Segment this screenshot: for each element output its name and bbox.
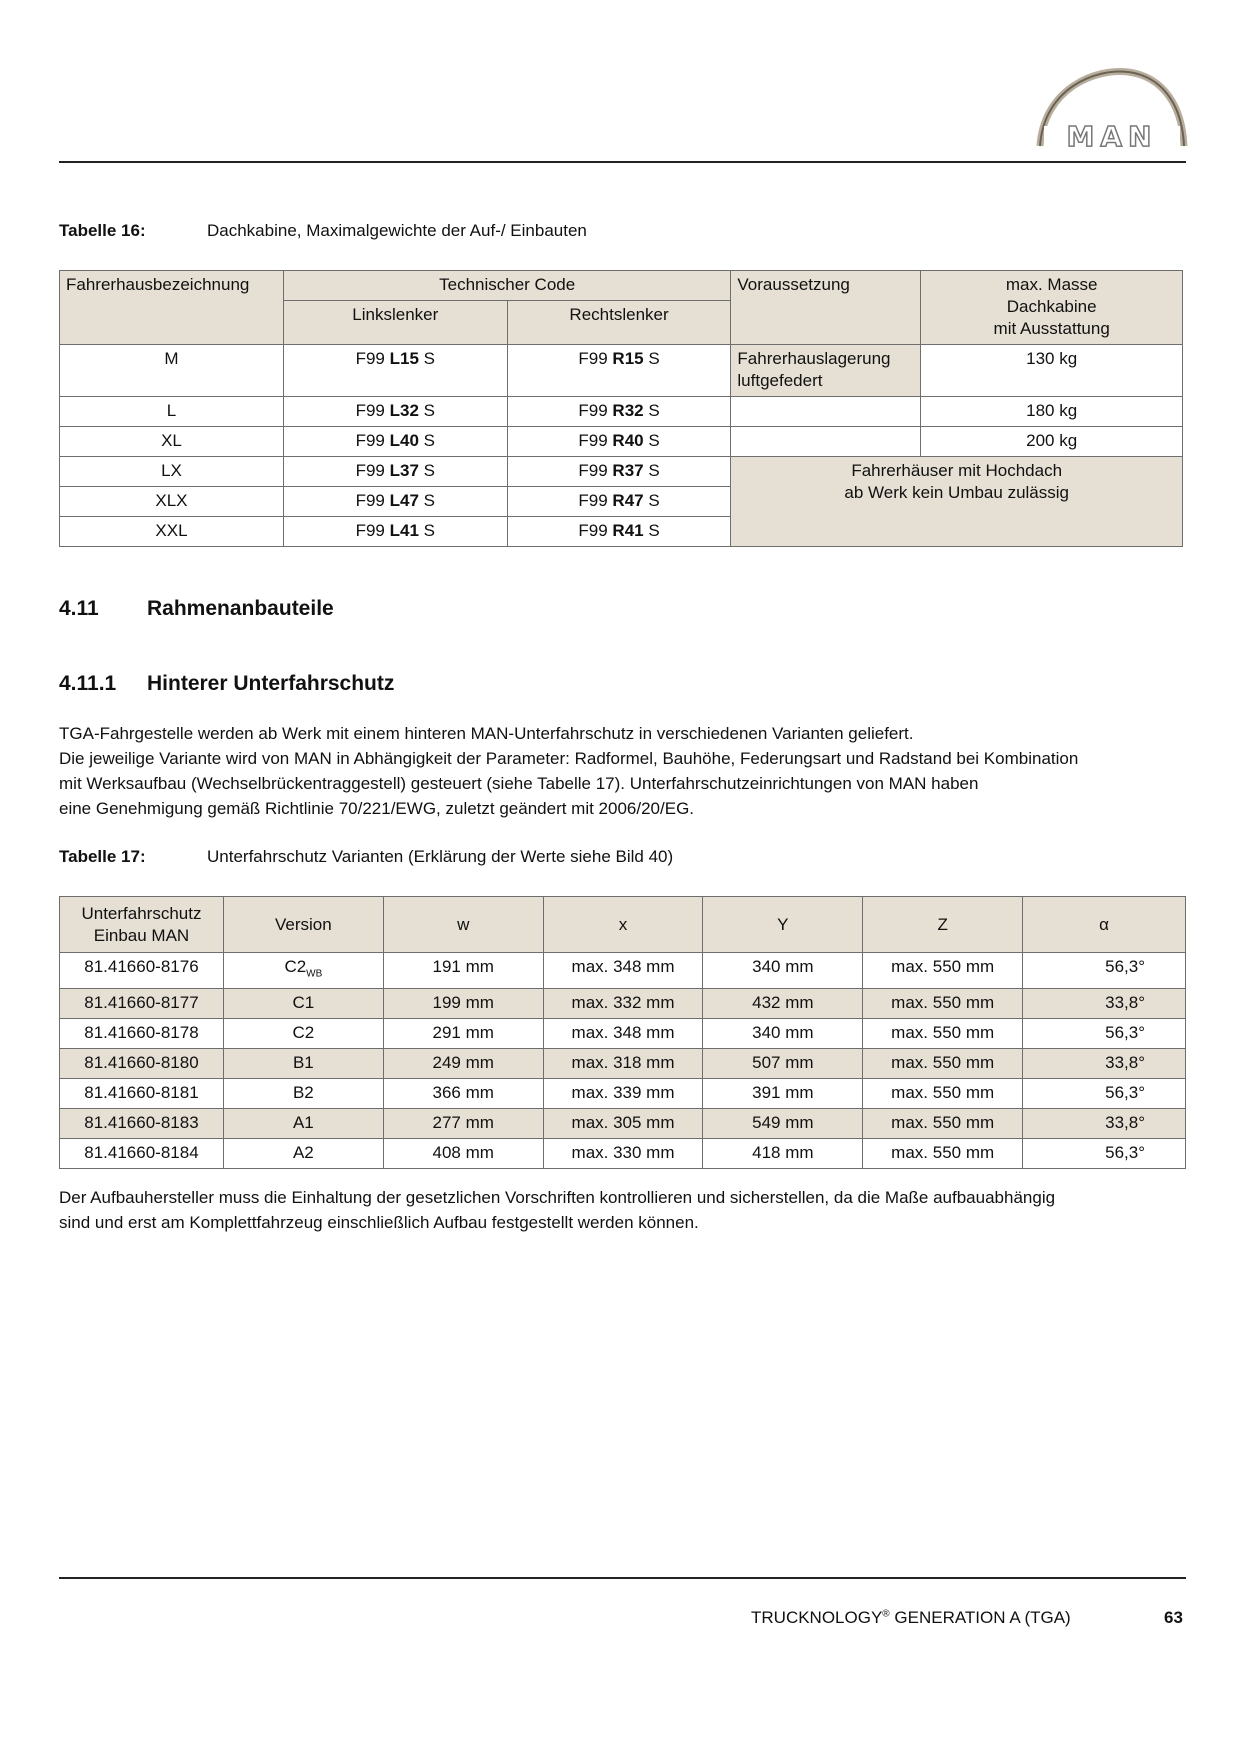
table-row [60, 1079, 1186, 1109]
table17 [59, 896, 1186, 1169]
table17-w: 408 mm [383, 1139, 543, 1169]
table16-header-cab: Fahrerhausbezeichnung [60, 271, 284, 345]
table17-y: 391 mm [703, 1079, 863, 1109]
table-row [60, 397, 1183, 427]
table16-left-code: F99 L37 S [283, 457, 507, 487]
table17-part: 81.41660-8178 [60, 1019, 224, 1049]
table16-mass: 200 kg [921, 427, 1183, 457]
table16 [59, 270, 1183, 547]
table17-x: max. 330 mm [543, 1139, 703, 1169]
table16-right-code: F99 R15 S [507, 345, 731, 397]
table-row [60, 1019, 1186, 1049]
paragraph-line: mit Werksaufbau (Wechselbrückentraggestell) gesteuert (siehe Tabelle 17). Unterfahrschutzeinrichtungen von MAN haben [59, 774, 979, 793]
table16-header-left: Linkslenker [283, 301, 507, 345]
section-number: 4.11 [59, 597, 99, 620]
paragraph-line: Der Aufbauhersteller muss die Einhaltung der gesetzlichen Vorschriften kontrollieren und sicherstellen, da die Maße aufbauabhängig [59, 1188, 1056, 1207]
table16-header-mass-line3: mit Ausstattung [993, 319, 1110, 338]
table16-right-code: F99 R47 S [507, 487, 731, 517]
table17-x: max. 348 mm [543, 1019, 703, 1049]
table16-caption [59, 221, 587, 241]
table16-merged-note: Fahrerhäuser mit Hochdach ab Werk kein Umbau zulässig [731, 457, 1183, 547]
table-row [60, 1109, 1186, 1139]
table-row [60, 989, 1186, 1019]
table-row [60, 345, 1183, 397]
section-heading-4-11 [59, 597, 334, 621]
table16-header-requirement: Voraussetzung [731, 271, 921, 345]
table17-x: max. 348 mm [543, 953, 703, 989]
table17-header-z: Z [863, 897, 1023, 953]
table17-header-alpha: α [1023, 897, 1186, 953]
table16-right-code: F99 R37 S [507, 457, 731, 487]
section-title: Hinterer Unterfahrschutz [147, 672, 395, 695]
table17-y: 549 mm [703, 1109, 863, 1139]
table17-part: 81.41660-8176 [60, 953, 224, 989]
table17-y: 507 mm [703, 1049, 863, 1079]
table16-requirement-empty [731, 427, 921, 457]
table17-z: max. 550 mm [863, 1019, 1023, 1049]
table17-alpha: 33,8° [1023, 989, 1186, 1019]
table-row [60, 1049, 1186, 1079]
page-number: 63 [1164, 1608, 1183, 1627]
table17-alpha: 33,8° [1023, 1049, 1186, 1079]
table16-header-mass-line2: Dachkabine [1006, 297, 1097, 316]
table17-z: max. 550 mm [863, 953, 1023, 989]
paragraph-note [59, 1185, 1189, 1235]
table16-mass: 130 kg [921, 345, 1183, 397]
table16-left-code: F99 L47 S [283, 487, 507, 517]
paragraph-intro [59, 721, 1189, 821]
table17-version: B2 [223, 1079, 383, 1109]
table17-y: 432 mm [703, 989, 863, 1019]
table16-caption-label: Tabelle 16: [59, 221, 146, 240]
table17-caption-label: Tabelle 17: [59, 847, 146, 866]
table16-cab: XXL [60, 517, 284, 547]
table17-x: max. 318 mm [543, 1049, 703, 1079]
table17-z: max. 550 mm [863, 1139, 1023, 1169]
man-logo [1036, 68, 1188, 150]
section-heading-4-11-1 [59, 672, 394, 696]
logo-text: MAN [1066, 120, 1158, 150]
table16-cab: M [60, 345, 284, 397]
table17-part: 81.41660-8184 [60, 1139, 224, 1169]
table16-header-tech-code: Technischer Code [283, 271, 730, 301]
table17-part: 81.41660-8177 [60, 989, 224, 1019]
table16-mass: 180 kg [921, 397, 1183, 427]
table17-x: max. 332 mm [543, 989, 703, 1019]
table17-z: max. 550 mm [863, 1079, 1023, 1109]
table16-header-mass [921, 271, 1183, 345]
table16-cab: XL [60, 427, 284, 457]
table16-left-code: F99 L15 S [283, 345, 507, 397]
table17-caption-text: Unterfahrschutz Varianten (Erklärung der Werte siehe Bild 40) [207, 847, 674, 866]
table16-left-code: F99 L41 S [283, 517, 507, 547]
table-row [60, 427, 1183, 457]
table-row [60, 457, 1183, 487]
table17-w: 366 mm [383, 1079, 543, 1109]
table17-version: C1 [223, 989, 383, 1019]
table16-left-code: F99 L32 S [283, 397, 507, 427]
table17-x: max. 339 mm [543, 1079, 703, 1109]
footer-registered-mark: ® [882, 1608, 890, 1620]
table17-version: C2 [223, 1019, 383, 1049]
table17-z: max. 550 mm [863, 1049, 1023, 1079]
table17-alpha: 56,3° [1023, 1139, 1186, 1169]
table17-w: 191 mm [383, 953, 543, 989]
table16-right-code: F99 R40 S [507, 427, 731, 457]
table17-version: A1 [223, 1109, 383, 1139]
table17-header-w: w [383, 897, 543, 953]
table17-y: 418 mm [703, 1139, 863, 1169]
table17-part: 81.41660-8181 [60, 1079, 224, 1109]
table17-w: 249 mm [383, 1049, 543, 1079]
table17-header-version: Version [223, 897, 383, 953]
table16-left-code: F99 L40 S [283, 427, 507, 457]
paragraph-line: TGA-Fahrgestelle werden ab Werk mit einem hinteren MAN-Unterfahrschutz in verschiedenen Varianten geliefert. [59, 724, 914, 743]
table17-w: 277 mm [383, 1109, 543, 1139]
section-number: 4.11.1 [59, 672, 117, 695]
table16-requirement: Fahrerhauslagerung luftgefedert [731, 345, 921, 397]
table17-alpha: 56,3° [1023, 1079, 1186, 1109]
footer-brand: TRUCKNOLOGY [751, 1608, 883, 1627]
table17-alpha: 56,3° [1023, 1019, 1186, 1049]
table17-z: max. 550 mm [863, 989, 1023, 1019]
table16-cab: XLX [60, 487, 284, 517]
table17-part: 81.41660-8180 [60, 1049, 224, 1079]
table17-part: 81.41660-8183 [60, 1109, 224, 1139]
header-rule [59, 161, 1186, 163]
table17-version: B1 [223, 1049, 383, 1079]
paragraph-line: eine Genehmigung gemäß Richtlinie 70/221/EWG, zuletzt geändert mit 2006/20/EG. [59, 799, 695, 818]
paragraph-line: Die jeweilige Variante wird von MAN in Abhängigkeit der Parameter: Radformel, Bauhöhe, Federungsart und Radstand bei Kombination [59, 749, 1079, 768]
table17-caption [59, 847, 673, 867]
table16-right-code: F99 R32 S [507, 397, 731, 427]
footer-rule [59, 1577, 1186, 1579]
table17-alpha: 33,8° [1023, 1109, 1186, 1139]
section-title: Rahmenanbauteile [147, 597, 334, 620]
footer-title [751, 1608, 1071, 1628]
table17-alpha: 56,3° [1023, 953, 1186, 989]
paragraph-line: sind und erst am Komplettfahrzeug einschließlich Aufbau festgestellt werden können. [59, 1213, 699, 1232]
table16-right-code: F99 R41 S [507, 517, 731, 547]
table16-requirement-empty [731, 397, 921, 427]
table17-w: 199 mm [383, 989, 543, 1019]
table17-y: 340 mm [703, 953, 863, 989]
table17-y: 340 mm [703, 1019, 863, 1049]
table17-version: A2 [223, 1139, 383, 1169]
table-row [60, 953, 1186, 989]
table17-w: 291 mm [383, 1019, 543, 1049]
footer-edition: GENERATION A (TGA) [889, 1608, 1071, 1627]
table16-header-right: Rechtslenker [507, 301, 731, 345]
table17-x: max. 305 mm [543, 1109, 703, 1139]
table17-header-y: Y [703, 897, 863, 953]
table16-caption-text: Dachkabine, Maximalgewichte der Auf-/ Einbauten [207, 221, 587, 240]
table17-z: max. 550 mm [863, 1109, 1023, 1139]
table16-cab: LX [60, 457, 284, 487]
table16-header-mass-line1: max. Masse [1005, 275, 1098, 294]
table17-version: $C2_{WB}$ [223, 953, 383, 989]
table17-header-x: x [543, 897, 703, 953]
table17-header-part: Unterfahrschutz Einbau MAN [60, 897, 224, 953]
table16-cab: L [60, 397, 284, 427]
table-row [60, 1139, 1186, 1169]
